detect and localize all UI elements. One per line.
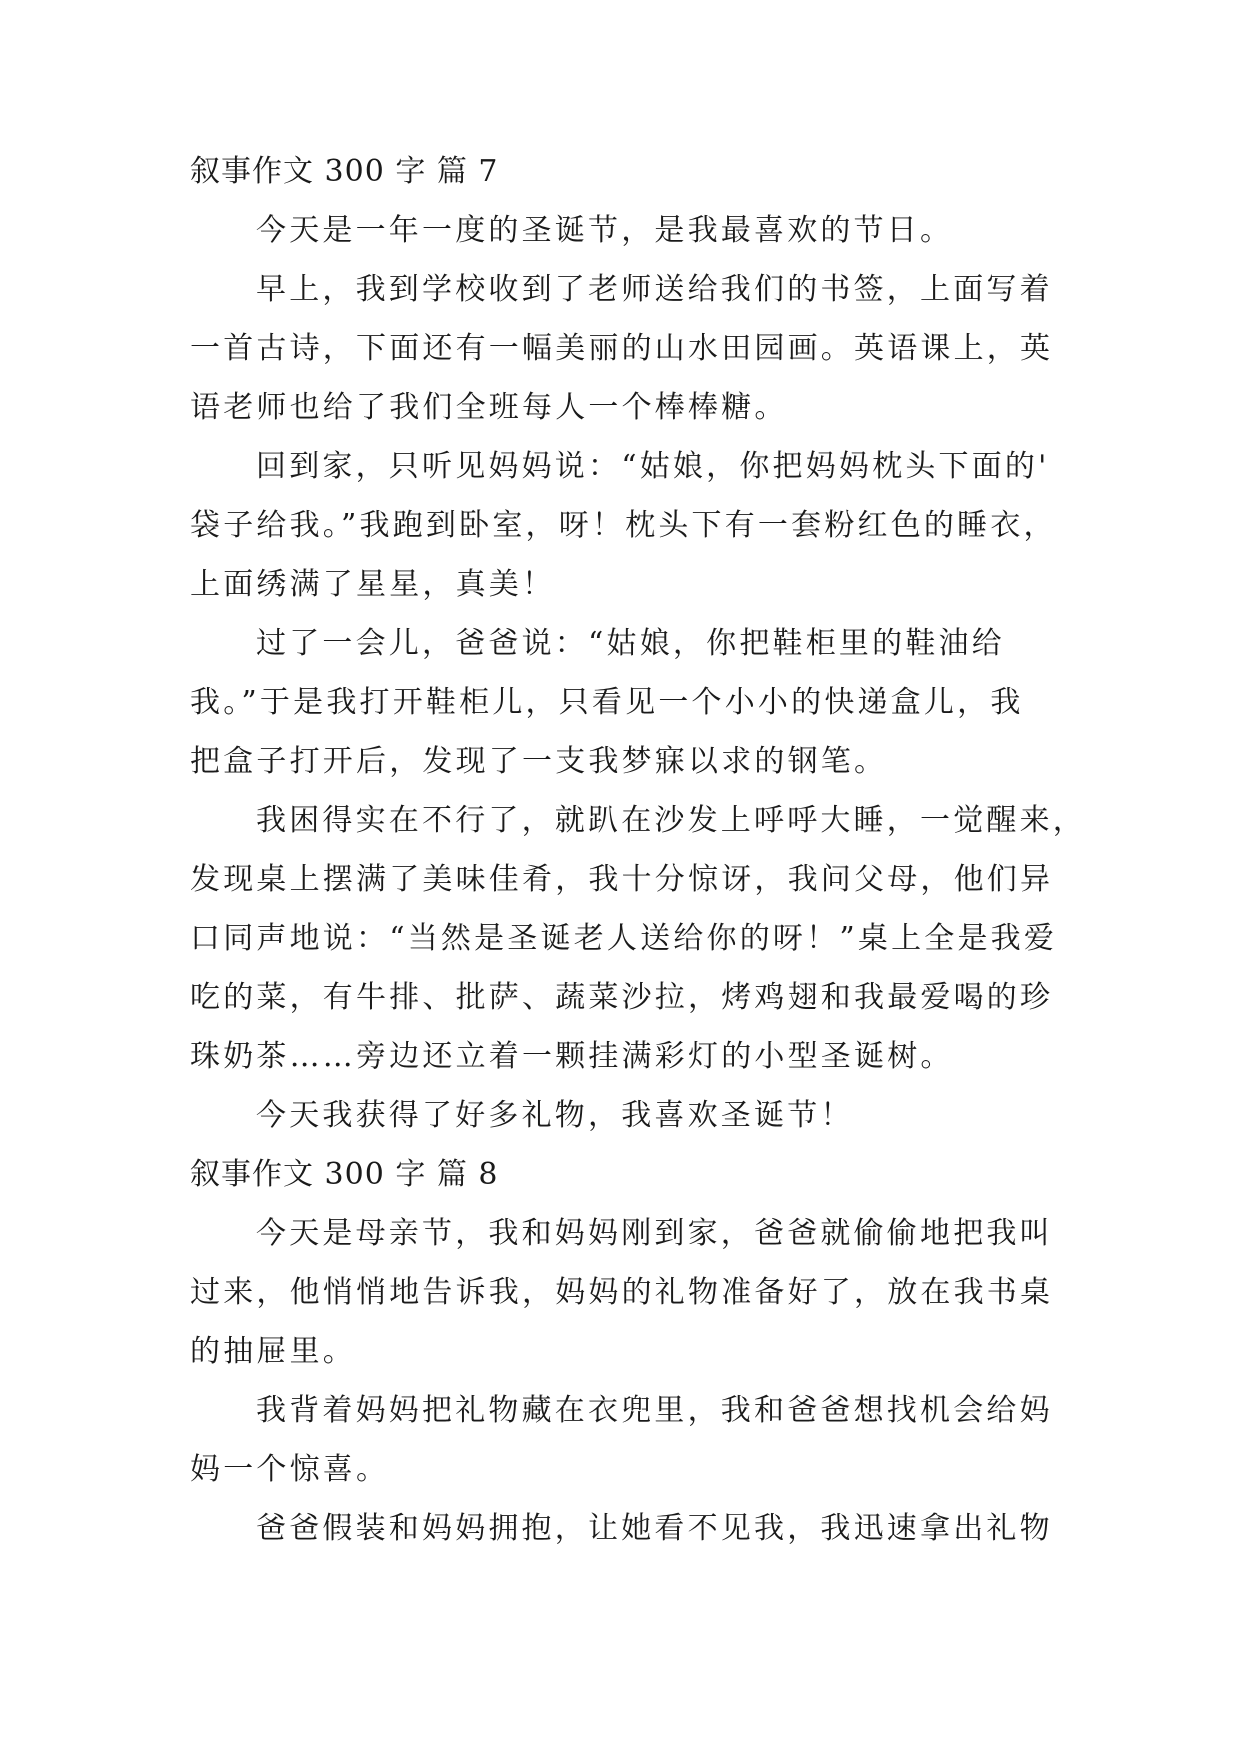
text-line: 妈一个惊喜。	[190, 1452, 390, 1487]
text-line: 语老师也给了我们全班每人一个棒棒糖。	[190, 390, 788, 425]
text-line: 的抽屉里。	[190, 1334, 356, 1369]
text-line: 发现桌上摆满了美味佳肴，我十分惊讶，我问父母，他们异	[190, 862, 1054, 897]
text-line: 一首古诗，下面还有一幅美丽的山水田园画。英语课上，英	[190, 331, 1054, 366]
text-line: 我背着妈妈把礼物藏在衣兜里，我和爸爸想找机会给妈	[256, 1393, 1053, 1428]
text-line: 我困得实在不行了，就趴在沙发上呼呼大睡，一觉醒来，	[256, 803, 1086, 838]
text-line: 珠奶茶……旁边还立着一颗挂满彩灯的小型圣诞树。	[190, 1039, 954, 1074]
text-line: 爸爸假装和妈妈拥抱，让她看不见我，我迅速拿出礼物	[256, 1511, 1053, 1546]
text-line: 吃的菜，有牛排、批萨、蔬菜沙拉，烤鸡翅和我最爱喝的珍	[190, 980, 1054, 1015]
text-line: 今天是一年一度的圣诞节，是我最喜欢的节日。	[256, 213, 954, 248]
text-line: 回到家，只听见妈妈说：“姑娘，你把妈妈枕头下面的'	[256, 449, 1050, 484]
text-line: 袋子给我。”我跑到卧室，呀！枕头下有一套粉红色的睡衣，	[190, 508, 1057, 543]
text-line: 上面绣满了星星，真美！	[190, 567, 556, 602]
text-line: 口同声地说：“当然是圣诞老人送给你的呀！”桌上全是我爱	[190, 921, 1058, 956]
section-heading: 叙事作文 300 字 篇 8	[190, 1157, 499, 1192]
text-line: 今天是母亲节，我和妈妈刚到家，爸爸就偷偷地把我叫	[256, 1216, 1053, 1251]
text-line: 把盒子打开后，发现了一支我梦寐以求的钢笔。	[190, 744, 888, 779]
text-line: 过来，他悄悄地告诉我，妈妈的礼物准备好了，放在我书桌	[190, 1275, 1054, 1310]
text-line: 过了一会儿，爸爸说：“姑娘，你把鞋柜里的鞋油给	[256, 626, 1005, 661]
text-line: 早上，我到学校收到了老师送给我们的书签，上面写着	[256, 272, 1053, 307]
text-line: 我。”于是我打开鞋柜儿，只看见一个小小的快递盒儿，我	[190, 685, 1024, 720]
section-heading: 叙事作文 300 字 篇 7	[190, 154, 499, 189]
document-body	[190, 142, 1086, 1558]
text-line: 今天我获得了好多礼物，我喜欢圣诞节！	[256, 1098, 854, 1133]
